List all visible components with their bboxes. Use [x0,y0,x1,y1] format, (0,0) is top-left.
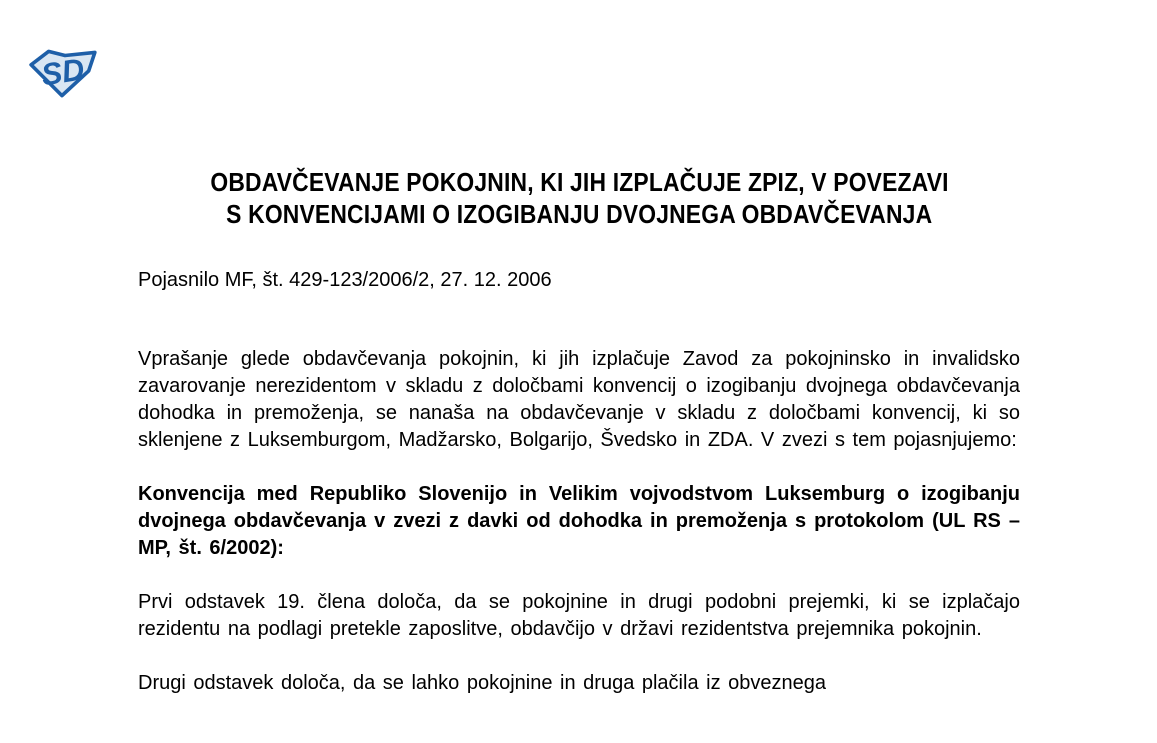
paragraph-first-clause: Prvi odstavek 19. člena določa, da se pokojnine in drugi podobni prejemki, ki se izplačajo rezidentu na podlagi pretekle zaposlitve, obdavčijo v državi rezidentstva prejemnika pokojnin. [138,591,1020,640]
document-title [138,166,1020,230]
paragraph-second-clause-truncated: Drugi odstavek določa, da se lahko pokojnine in druga plačila iz obveznega [138,672,826,694]
paragraph-convention-heading: Konvencija med Republiko Slovenijo in Velikim vojvodstvom Luksemburg o izogibanju dvojnega obdavčevanja v zvezi z davki od dohodka in premoženja s protokolom (UL RS – MP, št. 6/2002): [138,483,1020,559]
paragraph-intro: Vprašanje glede obdavčevanja pokojnin, ki jih izplačuje Zavod za pokojninsko in invalidsko zavarovanje nerezidentom v skladu z določbami konvencij o izogibanju dvojnega obdavčevanja dohodka in premoženja, se nanaša na obdavčevanje v skladu z določbami konvencij, ki so sklenjene z Luksemburgom, Madžarsko, Bolgarijo, Švedsko in ZDA. V zvezi s tem pojasnjujemo: [138,348,1020,451]
title-line-1: OBDAVČEVANJE POKOJNIN, KI JIH IZPLAČUJE ZPIZ, V POVEZAVI [209,167,949,197]
title-line-2: S KONVENCIJAMI O IZOGIBANJU DVOJNEGA OBDAVČEVANJA [225,199,933,229]
document-body [138,346,1020,697]
reference-line: Pojasnilo MF, št. 429-123/2006/2, 27. 12. 2006 [138,269,552,291]
document-content [138,0,1020,724]
sd-logo-icon [28,47,100,99]
sd-logo-letters: SD [38,51,87,93]
